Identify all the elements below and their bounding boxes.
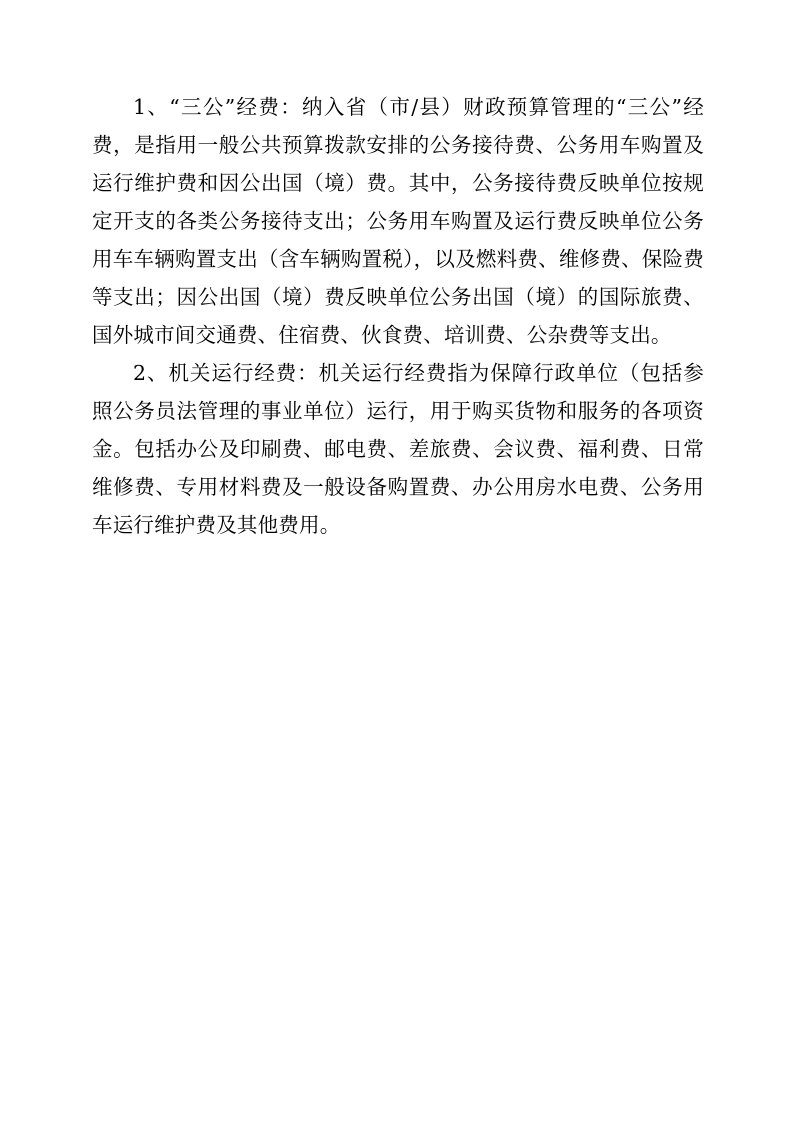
document-body <box>92 88 704 544</box>
paragraph-agency-operating-expenses: 2、机关运行经费：机关运行经费指为保障行政单位（包括参照公务员法管理的事业单位）运行，用于购买货物和服务的各项资金。包括办公及印刷费、邮电费、差旅费、会议费、福利费、日常维修费、专用材料费及一般设备购置费、办公用房水电费、公务用车运行维护费及其他费用。 <box>92 361 704 537</box>
paragraph-three-public-expenses: 1、“三公”经费：纳入省（市/县）财政预算管理的“三公”经费，是指用一般公共预算拨款安排的公务接待费、公务用车购置及运行维护费和因公出国（境）费。其中，公务接待费反映单位按规定开支的各类公务接待支出；公务用车购置及运行费反映单位公务用车车辆购置支出（含车辆购置税），以及燃料费、维修费、保险费等支出；因公出国（境）费反映单位公务出国（境）的国际旅费、国外城市间交通费、住宿费、伙食费、培训费、公杂费等支出。 <box>92 95 704 347</box>
